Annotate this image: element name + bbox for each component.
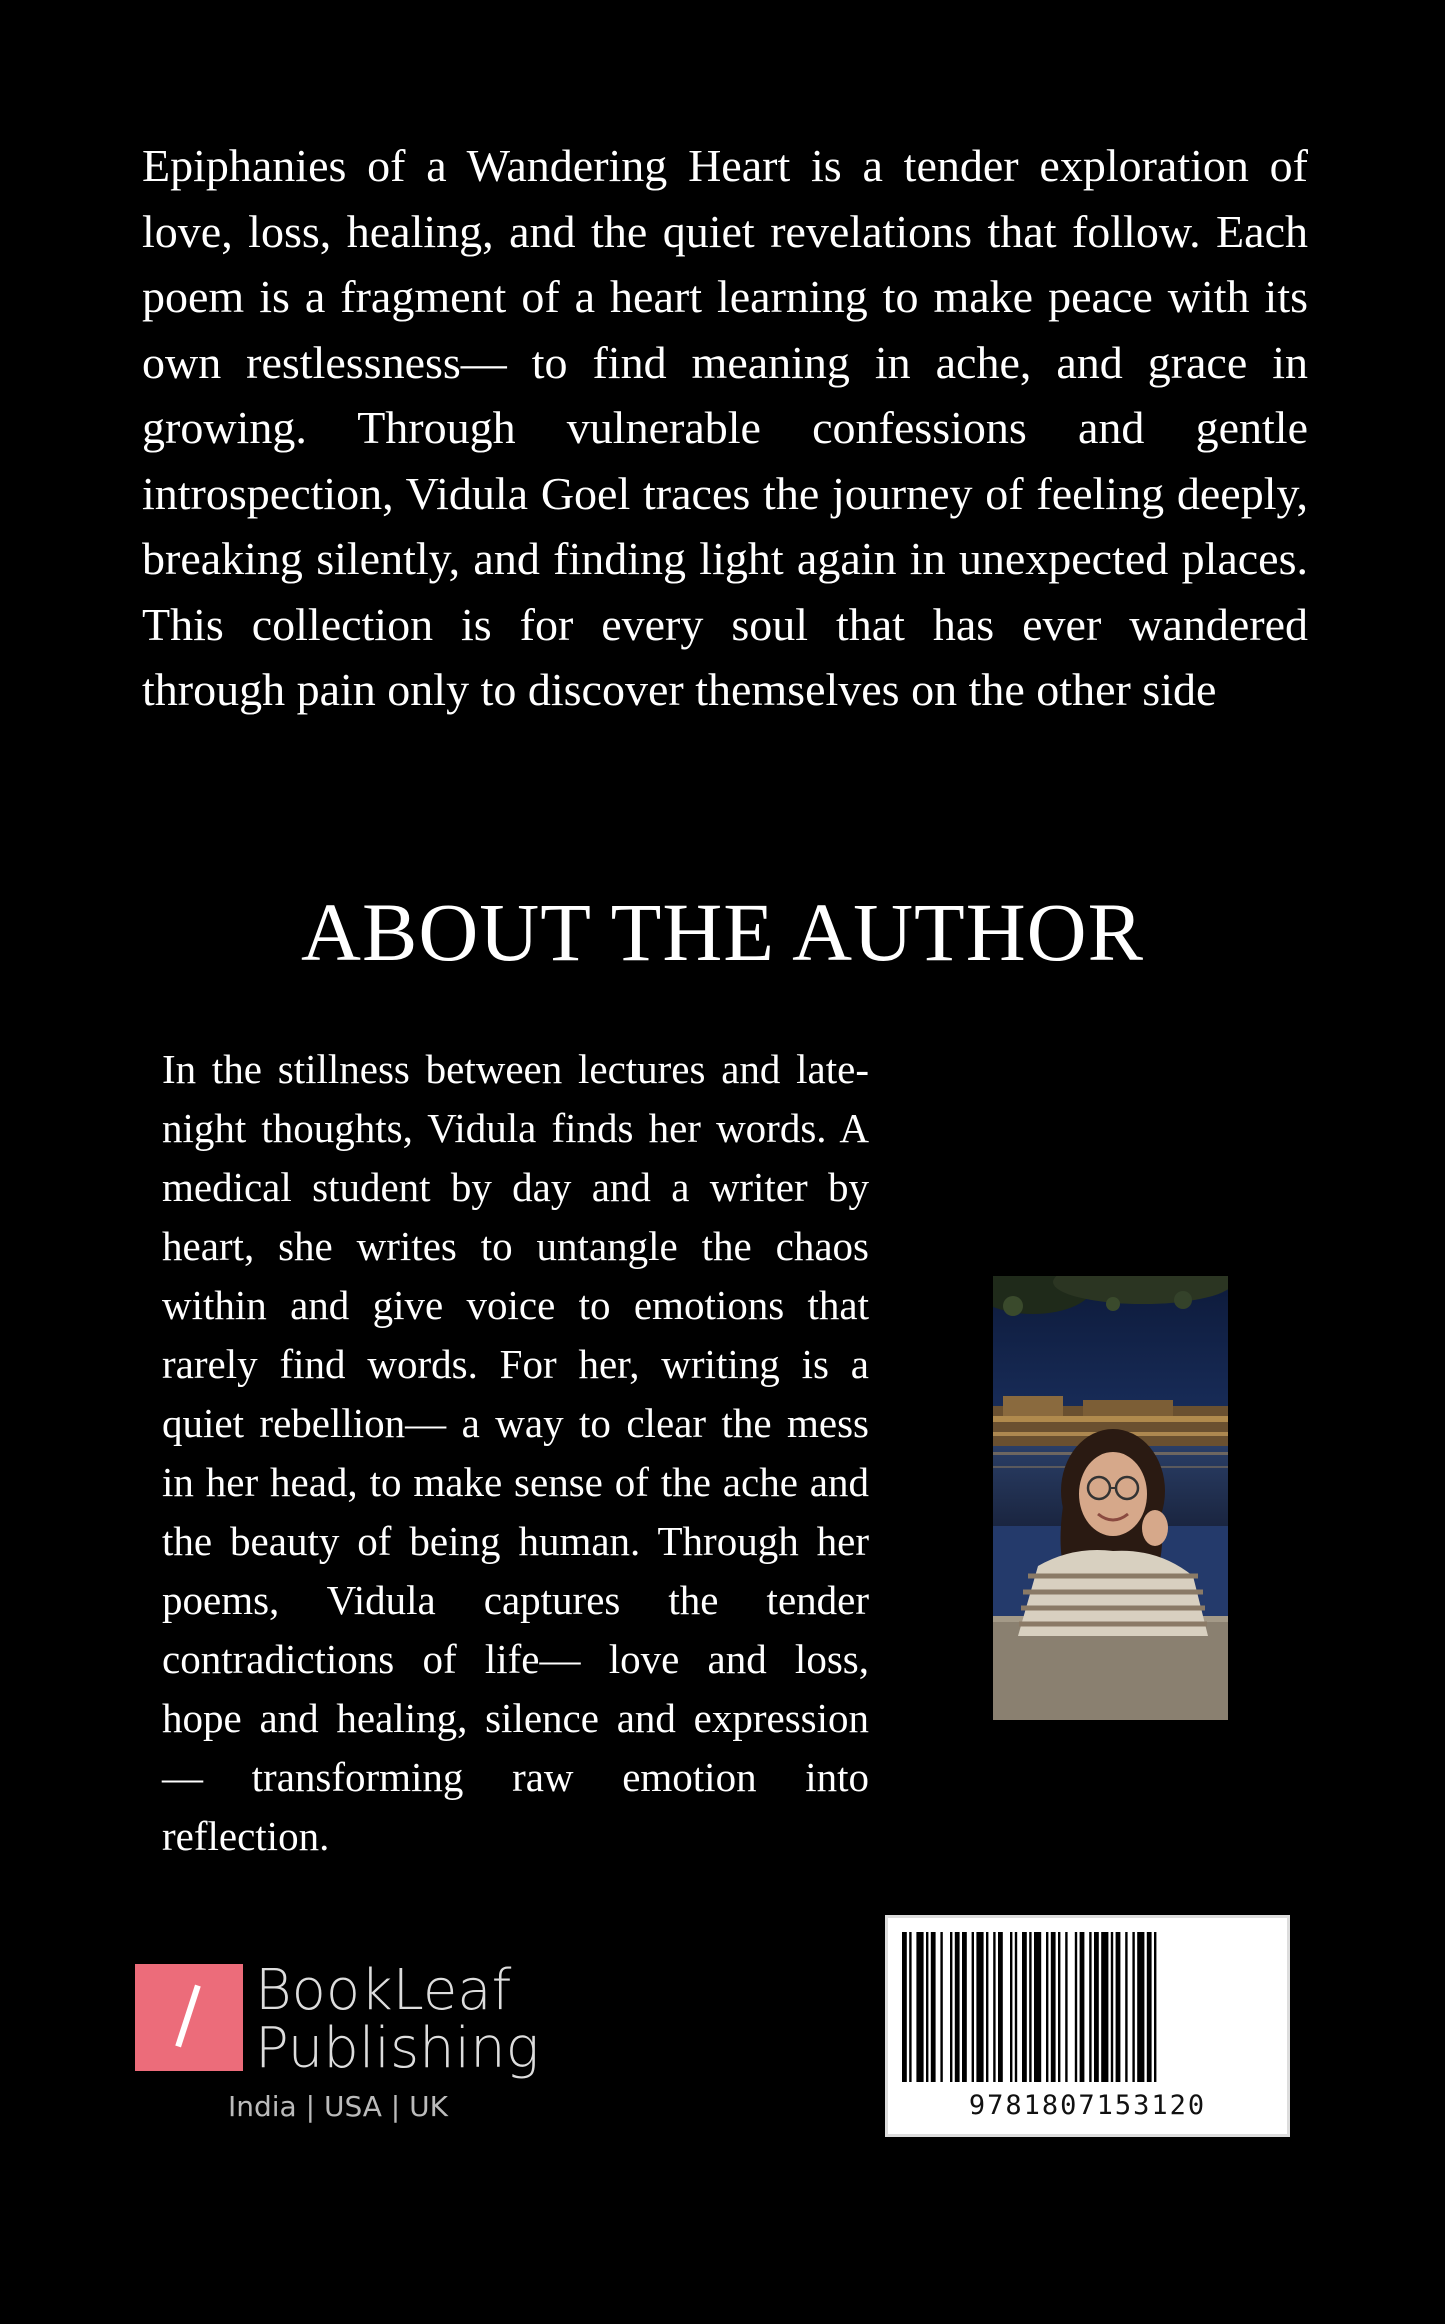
about-author-heading: ABOUT THE AUTHOR [301,886,1144,978]
isbn-barcode [885,1915,1290,2137]
barcode-icon [902,1932,1273,2082]
publisher-name-line1: BookLeaf [255,1958,512,2023]
publisher-regions: India | USA | UK [228,2090,448,2123]
author-photo [993,1276,1228,1720]
isbn-number: 9781807153120 [968,2090,1207,2121]
book-blurb: Epiphanies of a Wandering Heart is a tender exploration of love, loss, healing, and the quiet revelations that follow. Each poem is a fragment of a heart learning to make peace with its own restlessness— to find meaning in ache, and grace in growing. Through vulnerable confessions and gentle introspection, Vidula Goel traces the journey of feeling deeply, breaking silently, and finding light again in unexpected places. This collection is for every soul that has ever wandered through pain only to discover themselves on the other side [142,140,1308,715]
author-bio: In the stillness between lectures and late-night thoughts, Vidula finds her words. A medical student by day and a writer by heart, she writes to untangle the chaos within and give voice to emotions that rarely find words. For her, writing is a quiet rebellion— a way to clear the mess in her head, to make sense of the ache and the beauty of being human. Through her poems, Vidula captures the tender contradictions of life— love and loss, hope and healing, silence and expression— transforming raw emotion into reflection. [162,1046,869,1859]
publisher-mark [135,1964,243,2071]
slash-icon [175,1985,200,2048]
author-portrait-icon [993,1276,1228,1720]
publisher-name-line2: Publishing [255,2016,540,2081]
